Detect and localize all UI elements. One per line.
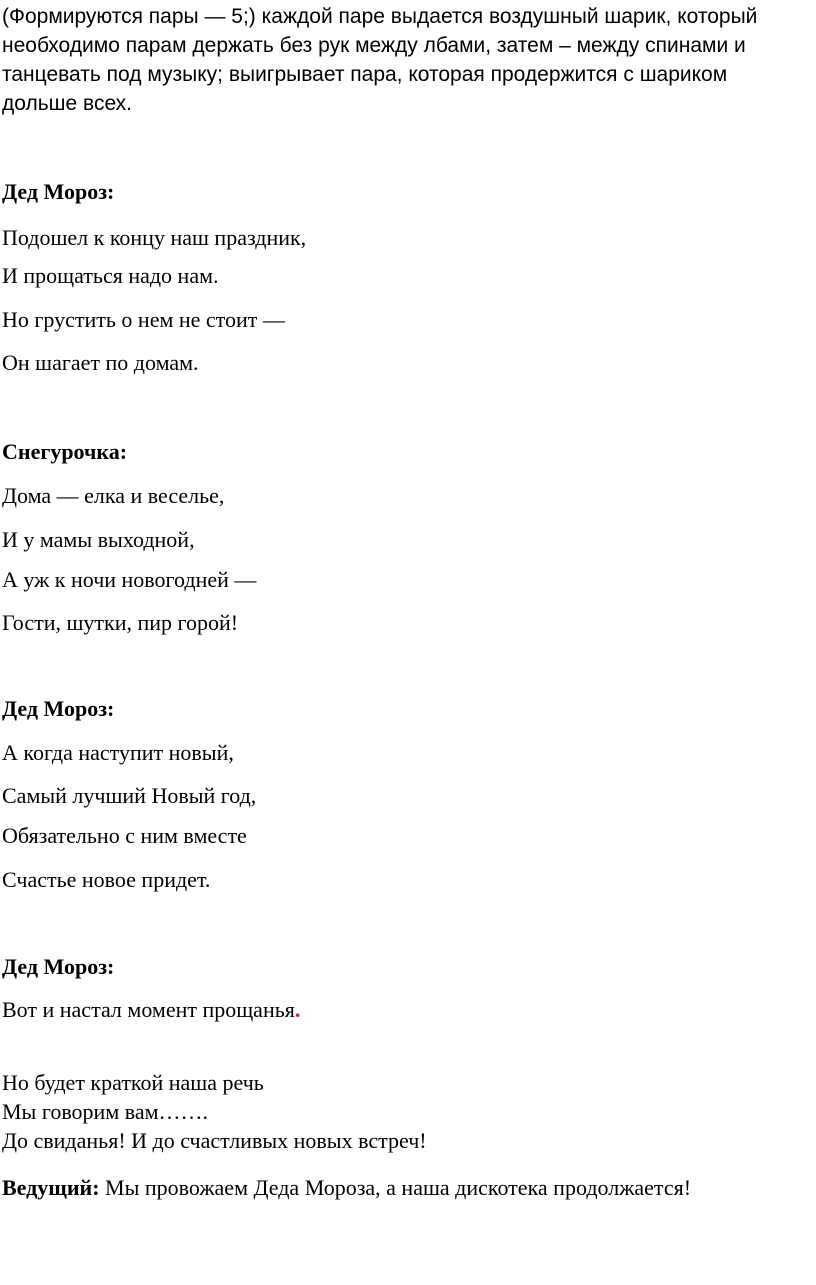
verse-line: А когда наступит новый, — [2, 740, 234, 765]
speaker-vedushchiy: Ведущий: — [2, 1175, 100, 1200]
speaker-snegurochka: Снегурочка: — [2, 439, 128, 464]
verse-line: И у мамы выходной, — [2, 527, 195, 552]
verse-line-text: Вот и настал момент прощанья — [2, 997, 295, 1022]
verse-line: Подошел к концу наш праздник, — [2, 225, 307, 250]
host-closing-paragraph — [2, 1173, 792, 1203]
verse-line: А уж к ночи новогодней — — [2, 567, 257, 592]
verse-line: Обязательно с ним вместе — [2, 823, 247, 848]
verse-line: И прощаться надо нам. — [2, 263, 219, 288]
verse-line: Дома — елка и веселье, — [2, 483, 225, 508]
verse-line — [2, 996, 300, 1024]
verse-line: Самый лучший Новый год, — [2, 783, 257, 808]
speaker-ded-moroz-2: Дед Мороз: — [2, 696, 115, 721]
verse-line: Мы говорим вам……. — [2, 1099, 209, 1124]
red-period: . — [294, 997, 301, 1022]
verse-line: Но будет краткой наша речь — [2, 1070, 264, 1095]
verse-line: Но грустить о нем не стоит — — [2, 307, 285, 332]
verse-line: Гости, шутки, пир горой! — [2, 610, 239, 635]
speaker-ded-moroz-1: Дед Мороз: — [2, 179, 115, 204]
speaker-ded-moroz-3: Дед Мороз: — [2, 954, 115, 979]
intro-paragraph: (Формируются пары — 5;) каждой паре выдается воздушный шарик, который необходимо парам держать без рук между лбами, затем – между спинами и танцевать под музыку; выигрывает пара, которая продержится с шариком дольше всех. — [2, 5, 758, 115]
verse-line: До свиданья! И до счастливых новых встреч! — [2, 1128, 427, 1153]
verse-line: Счастье новое придет. — [2, 867, 211, 892]
verse-line: Он шагает по домам. — [2, 350, 199, 375]
host-closing-text: Мы провожаем Деда Мороза, а наша дискотека продолжается! — [99, 1175, 692, 1200]
